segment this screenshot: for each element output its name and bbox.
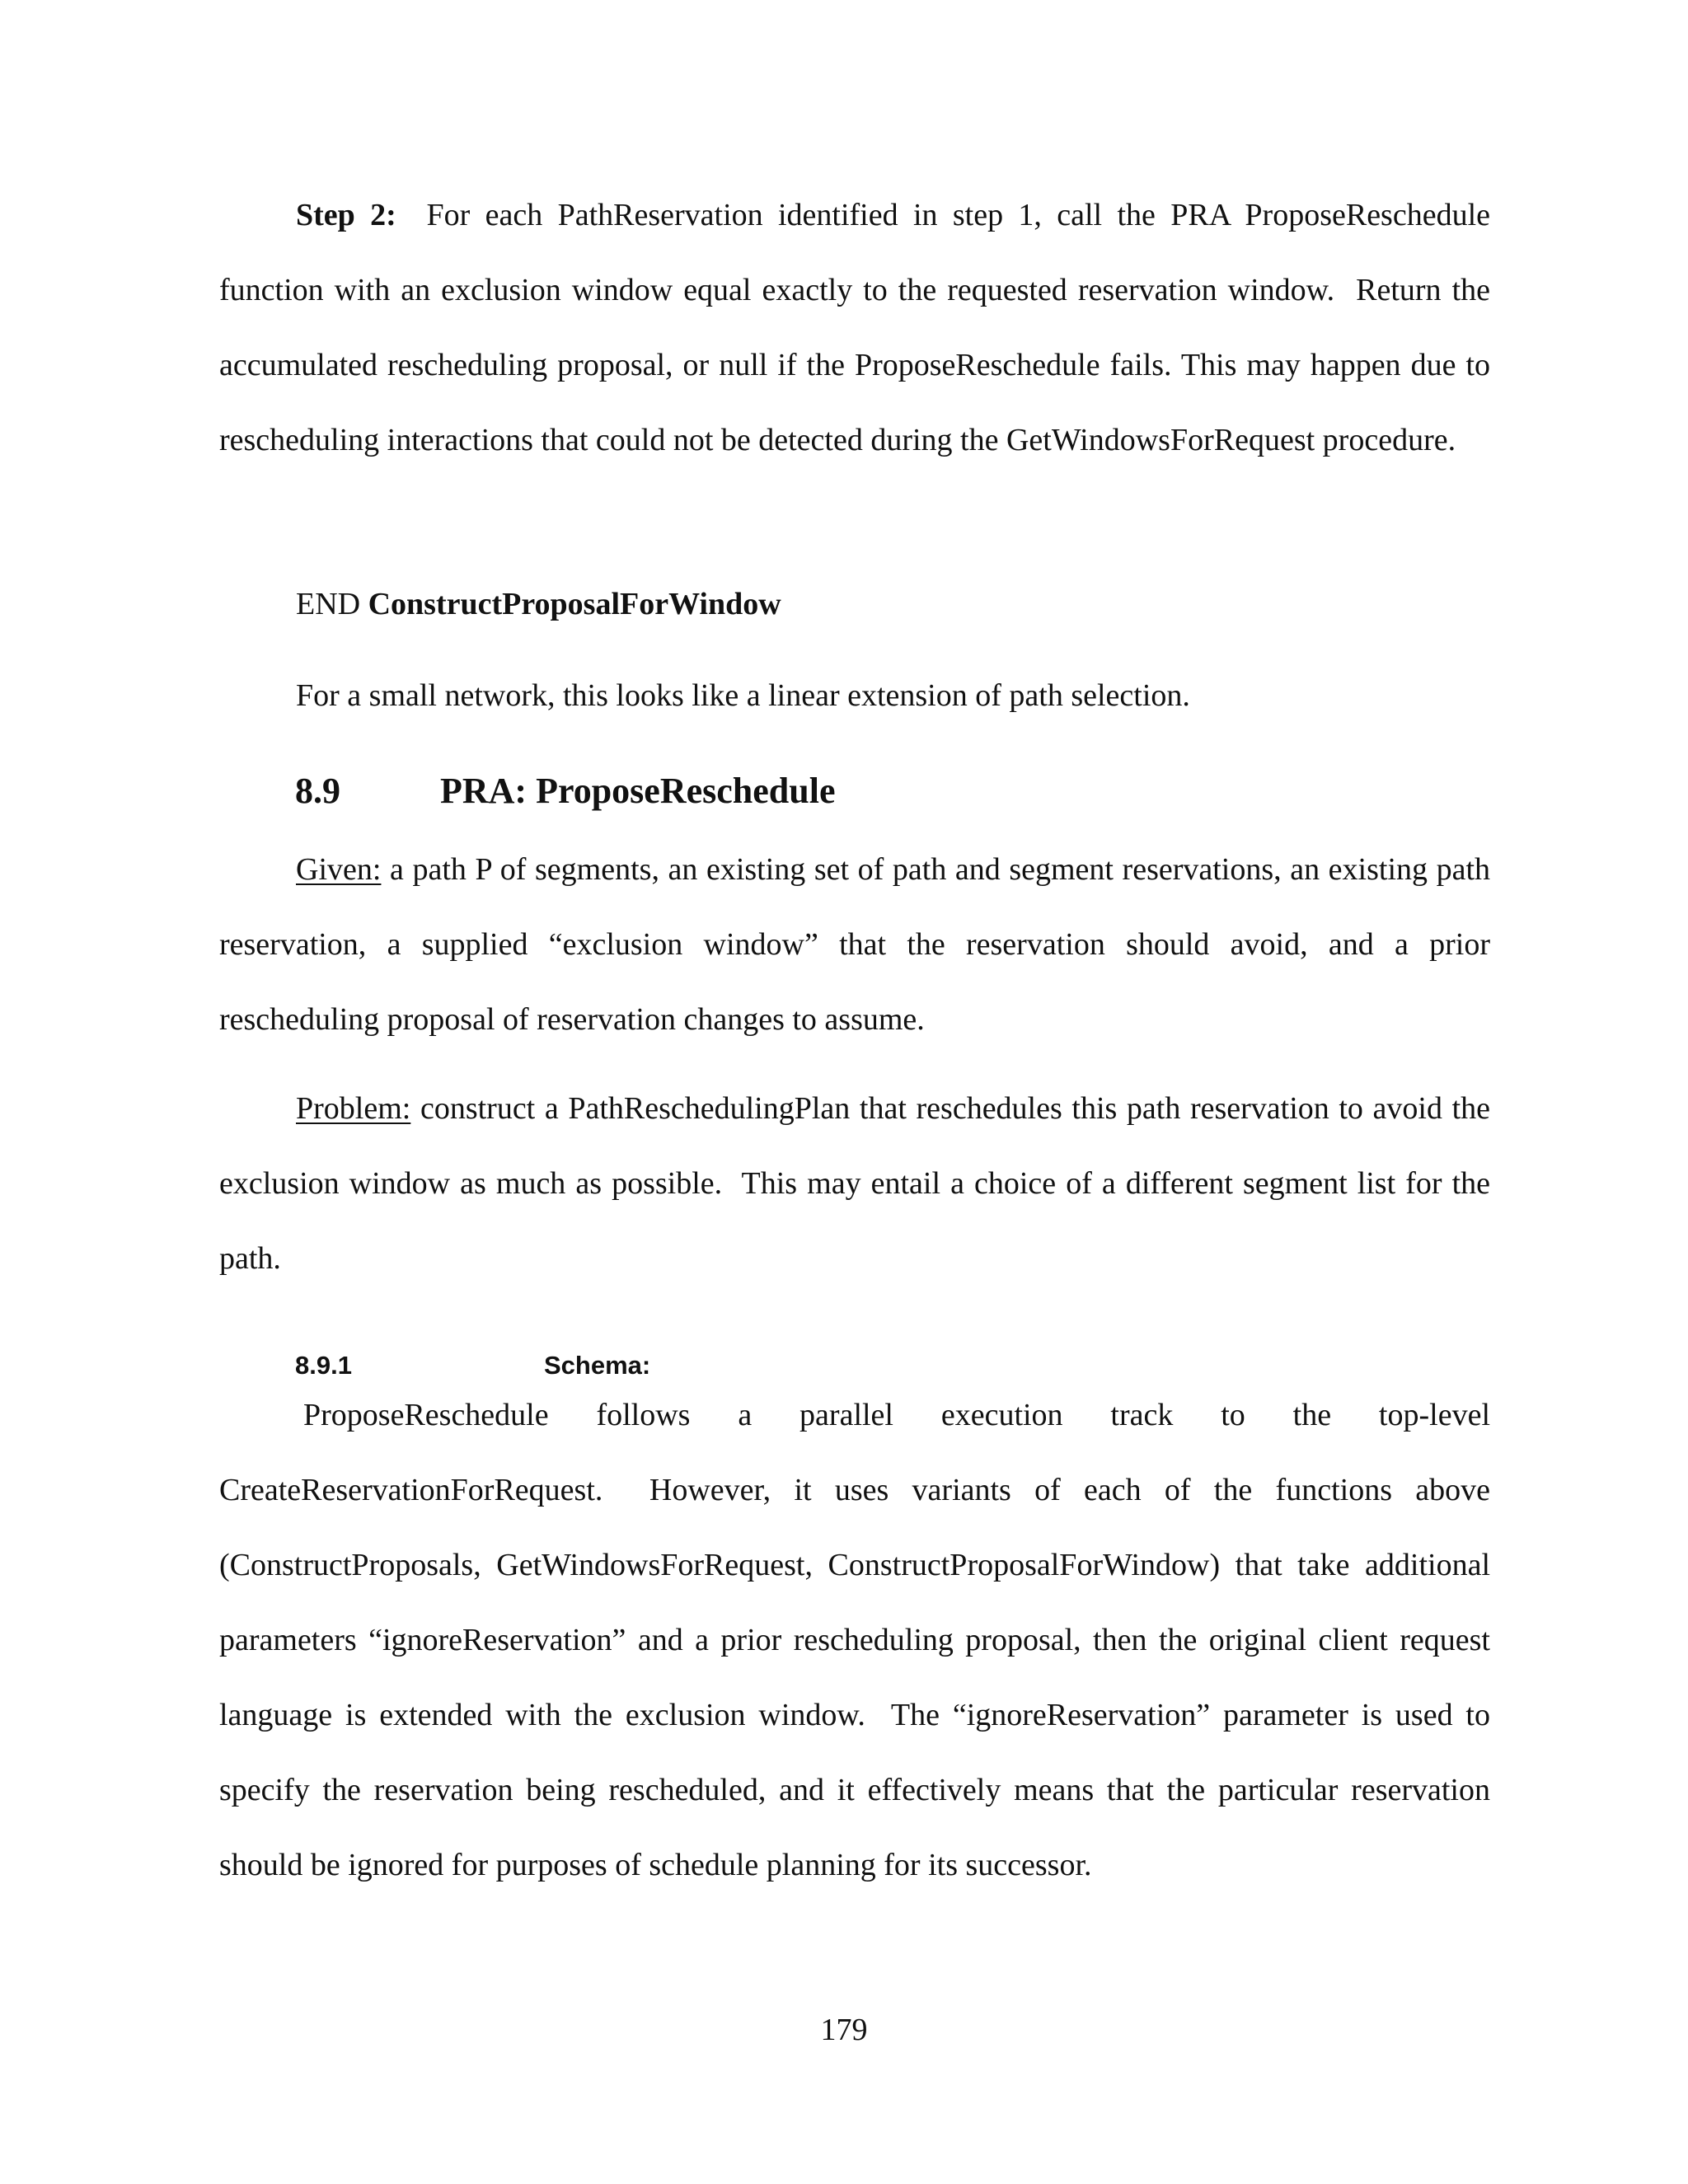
step2-text: For each PathReservation identified in step 1, call the PRA ProposeReschedule function with an exclusion window equal exactly to the requested reservation window. Return the accumulated rescheduling proposal, or null if the ProposeReschedule fails. This may happen due to rescheduling interactions that could not be detected during the GetWindowsForRequest procedure. [219,198,1491,457]
subsection-heading [295,1349,650,1382]
problem-paragraph [219,1071,1490,1296]
section-heading [295,766,835,816]
step2-paragraph [219,178,1490,478]
problem-label: Problem: [296,1091,411,1126]
end-prefix: END [296,587,361,621]
section-number: 8.9 [295,771,340,811]
problem-text: construct a PathReschedulingPlan that reschedules this path reservation to avoid the exclusion window as much as possible. This may entail a choice of a different segment list for the path. [219,1091,1491,1276]
page-number: 179 [820,2013,868,2047]
schema-paragraph: ProposeReschedule follows a parallel execution track to the top-level CreateReservationForRequest. However, it uses variants of each of the functions above (ConstructProposals, GetWindowsForRequest, ConstructProposalForWindow) that take additional parameters “ignoreReservation” and a prior rescheduling proposal, then the original client request language is extended with the exclusion window. The “ignoreReservation” parameter is used to specify the reservation being rescheduled, and it effectively means that the particular reservation should be ignored for purposes of schedule planning for its successor. [219,1398,1490,1882]
end-line [219,567,1490,642]
subsection-number: 8.9.1 [295,1351,352,1380]
given-paragraph [219,832,1490,1057]
step2-label: Step 2: [296,198,396,232]
end-function-name: ConstructProposalForWindow [368,587,781,621]
subsection-title: Schema: [544,1351,651,1380]
given-label: Given: [296,852,382,887]
small-network-paragraph: For a small network, this looks like a linear extension of path selection. [296,678,1190,713]
given-text: a path P of segments, an existing set of path and segment reservations, an existing path reservation, a supplied “exclusion window” that the reservation should avoid, and a prior rescheduling proposal of reservation changes to assume. [219,852,1491,1037]
section-title: PRA: ProposeReschedule [440,771,836,811]
